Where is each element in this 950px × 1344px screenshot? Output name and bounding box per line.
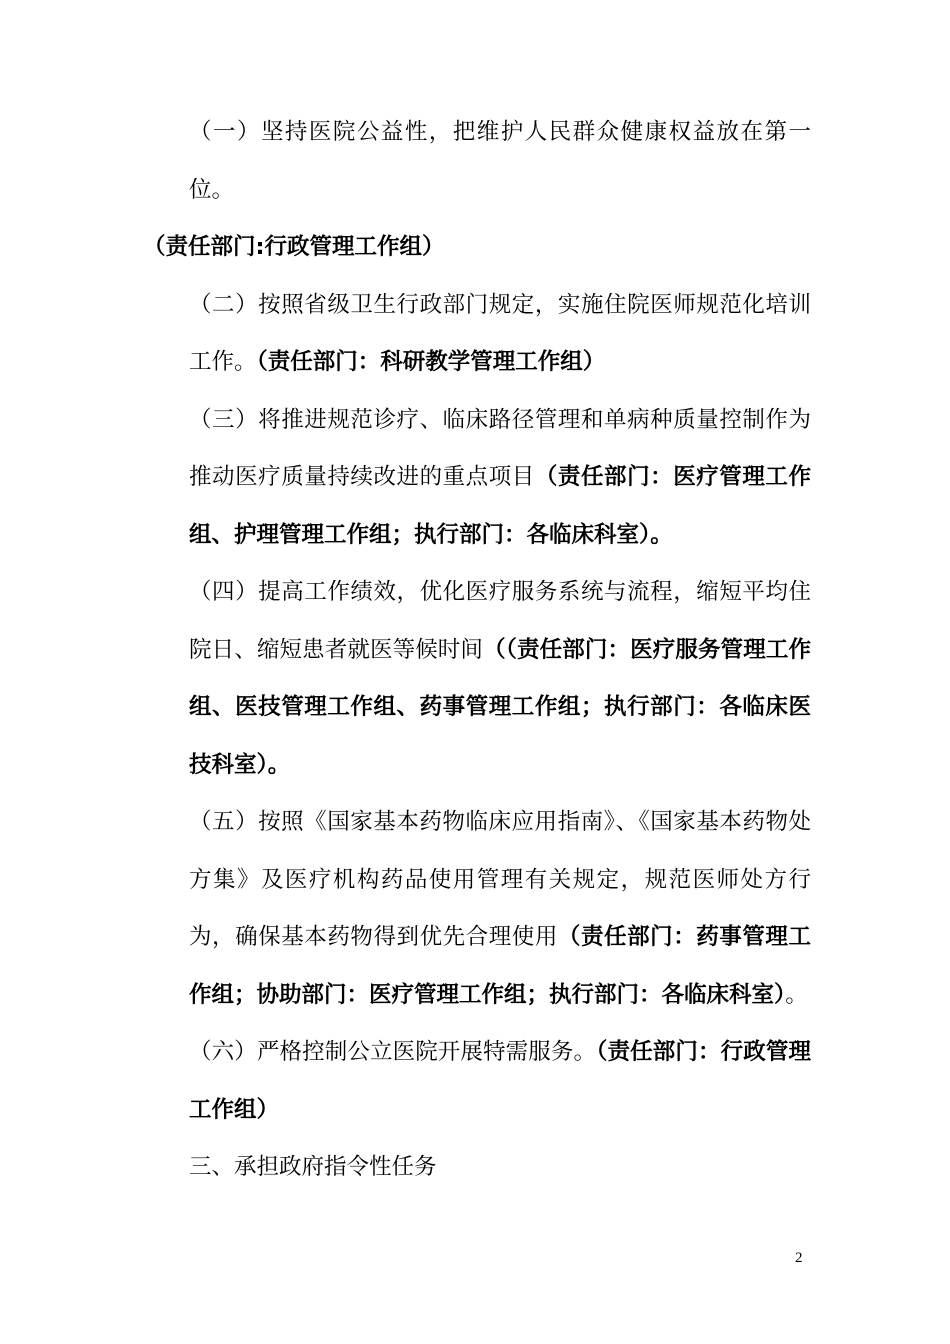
paragraph-item-6 [143, 1024, 811, 1139]
item-2-text: （二）按照省级卫生行政部门规定，实施住院医师规范化培训工作。 [189, 291, 811, 375]
paragraph-item-3 [143, 392, 811, 565]
item-6-responsibility: （责任部门：行政管理工作组） [189, 1039, 811, 1123]
item-1-responsibility: （责任部门:行政管理工作组） [143, 234, 445, 260]
item-3-text: （三）将推进规范诊疗、临床路径管理和单病种质量控制作为推动医疗质量持续改进的重点项目 [189, 406, 811, 490]
page-number: 2 [795, 1250, 803, 1266]
item-2-responsibility: （责任部门：科研教学管理工作组） [256, 349, 606, 375]
item-5-responsibility: （责任部门：药事管理工作组；协助部门：医疗管理工作组；执行部门：各临床科室） [189, 924, 811, 1008]
item-6-text: （六）严格控制公立医院开展特需服务。 [189, 1039, 597, 1065]
item-5-text: （五）按照《国家基本药物临床应用指南》、《国家基本药物处方集》及医疗机构药品使用管理有关规定，规范医师处方行为，确保基本药物得到优先合理使用 [189, 809, 811, 950]
paragraph-item-4 [143, 564, 811, 794]
item-3-responsibility: （责任部门：医疗管理工作组、护理管理工作组；执行部门：各临床科室）。 [189, 464, 811, 548]
section-heading: 三、承担政府指令性任务 [189, 1154, 437, 1180]
paragraph-item-5 [143, 794, 811, 1024]
paragraph-item-2 [143, 277, 811, 392]
item-1-text: （一）坚持医院公益性，把维护人民群众健康权益放在第一位。 [189, 119, 811, 203]
paragraph-item-1 [143, 104, 811, 277]
item-4-text: （四）提高工作绩效，优化医疗服务系统与流程，缩短平均住院日、缩短患者就医等候时间 [189, 579, 811, 663]
item-4-responsibility: （（责任部门：医疗服务管理工作组、医技管理工作组、药事管理工作组；执行部门：各临床医技科室）。 [189, 636, 811, 778]
document-body [143, 104, 811, 1197]
item-5-tail: 。 [785, 981, 808, 1008]
